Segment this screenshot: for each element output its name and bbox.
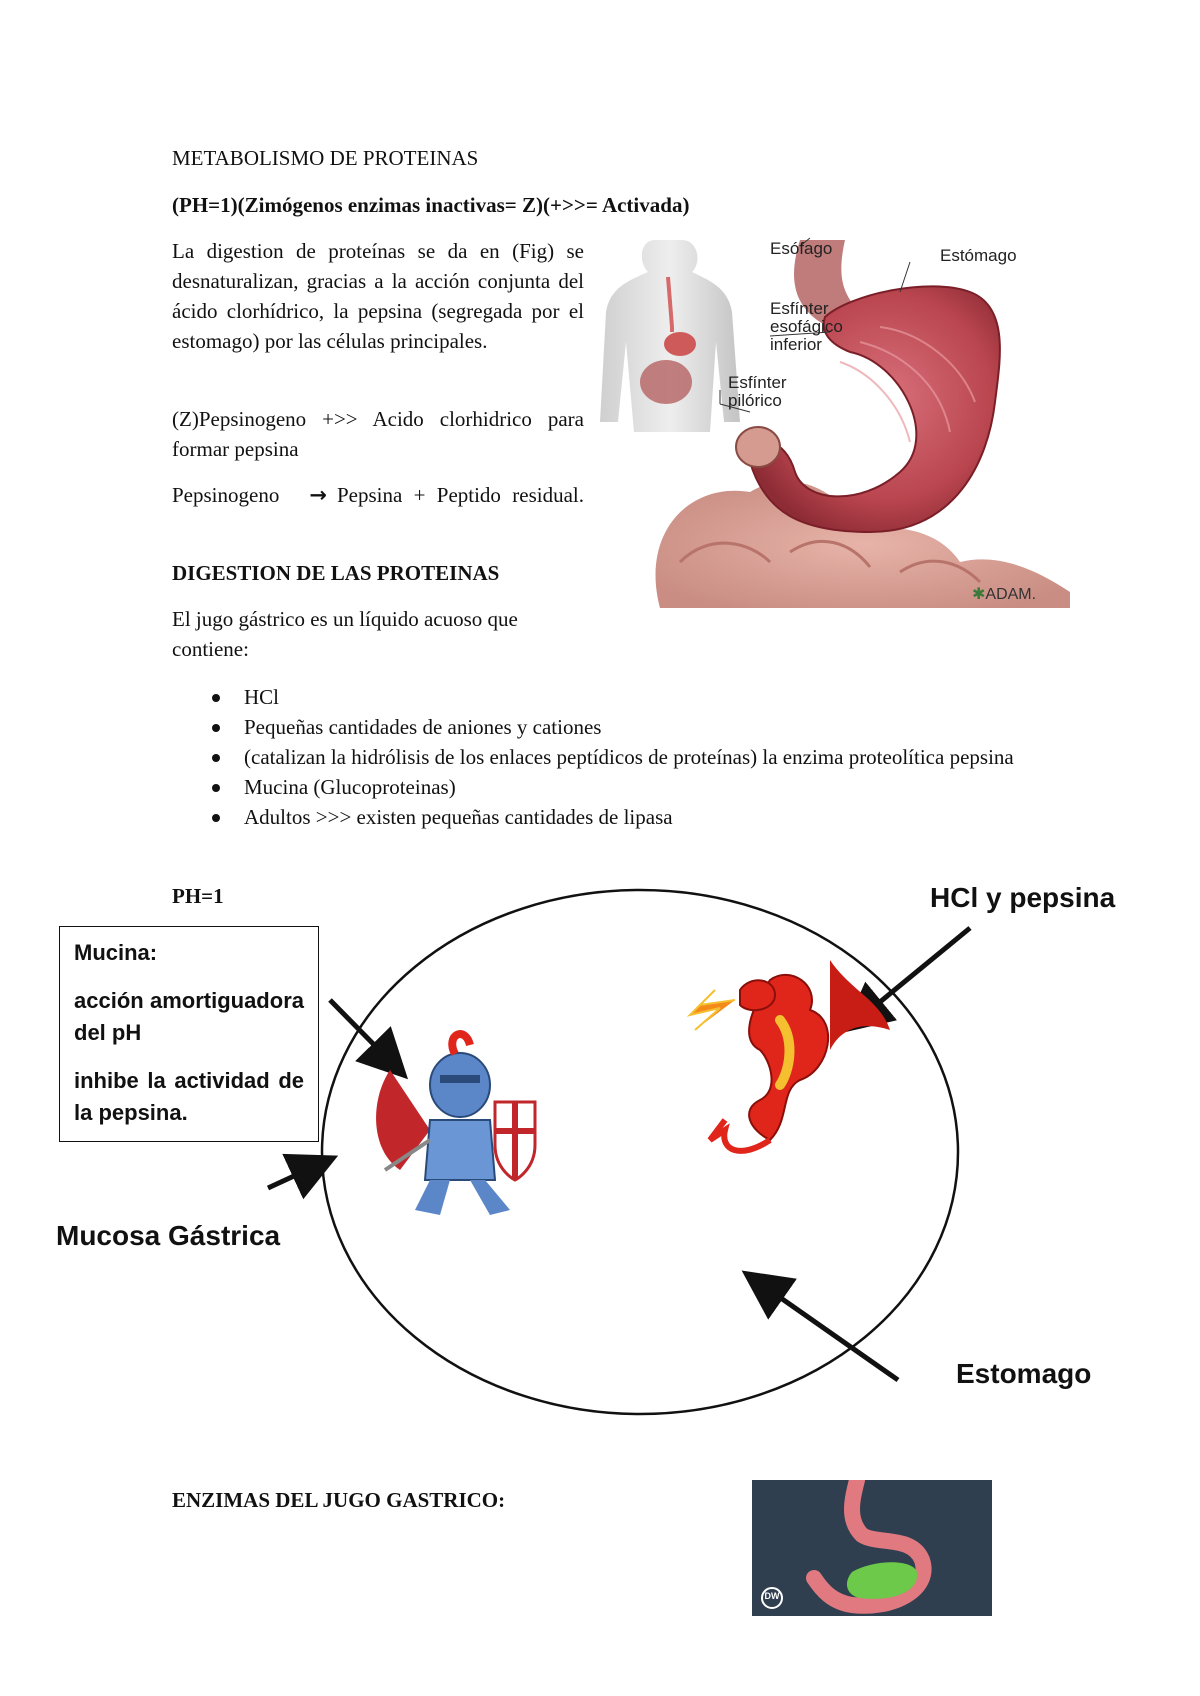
list-item: (catalizan la hidrólisis de los enlaces peptídicos de proteínas) la enzima proteolítica pepsina — [172, 742, 1034, 772]
page-title: METABOLISMO DE PROTEINAS — [172, 146, 479, 170]
mucina-callout — [59, 926, 319, 1142]
label-esfinter-inferior: Esfínter esofágico inferior — [770, 299, 843, 354]
jugo-paragraph: El jugo gástrico es un líquido acuoso que contiene: — [172, 607, 518, 661]
list-item: Mucina (Glucoproteinas) — [172, 772, 1034, 802]
section-heading-enzimas: ENZIMAS DEL JUGO GASTRICO: — [172, 1488, 506, 1512]
hcl-pepsina-label: HCl y pepsina — [930, 882, 1116, 913]
section-heading-digestion: DIGESTION DE LAS PROTEINAS — [172, 561, 500, 585]
subtitle-bold: Zimógenos enzimas inactivas — [244, 193, 505, 217]
callout-title: Mucina: — [74, 940, 158, 965]
arrow-estomago — [758, 1282, 898, 1380]
callout-line2: inhibe la actividad de la pepsina. — [74, 1068, 304, 1125]
list-item: HCl — [172, 682, 1034, 712]
label-estomago: Estómago — [940, 246, 1017, 265]
stomach-circle — [322, 890, 958, 1414]
arrow-callout — [330, 1000, 394, 1065]
estomago-label: Estomago — [956, 1358, 1092, 1389]
dw-logo: DW — [764, 1591, 780, 1601]
adam-star-icon: ✱ — [972, 586, 986, 603]
intro-paragraph: La digestion de proteínas se da en (Fig) se desnaturalizan, gracias a la acción conjunta del ácido clorhídrico, la pepsina (segregada por el estomago) por las células principales. — [172, 239, 584, 353]
ph-label: PH=1 — [172, 884, 224, 908]
reaction-arrow: → — [309, 483, 327, 507]
dragon-icon — [690, 960, 890, 1151]
dw-stomach-image — [752, 1480, 992, 1616]
pepsinogen-paragraph: (Z)Pepsinogeno +>> Acido clorhidrico para formar pepsina — [172, 407, 584, 461]
adam-brand: ADAM. — [985, 586, 1037, 603]
arrow-mucosa — [268, 1164, 320, 1188]
dw-stomach-svg — [752, 1480, 992, 1616]
subtitle-suffix: = Z)(+>>= Activada) — [504, 193, 690, 217]
subtitle-prefix: (PH=1)( — [172, 193, 245, 217]
callout-line1: acción amortiguadora del pH — [74, 988, 304, 1045]
label-esofago: Esófago — [770, 239, 833, 258]
label-esfinter-pilorico: Esfínter pilórico — [728, 373, 787, 410]
list-item: Pequeñas cantidades de aniones y cationes — [172, 712, 1034, 742]
list-item: Adultos >>> existen pequeñas cantidades de lipasa — [172, 802, 1034, 832]
reaction-products: Pepsina + Peptido residual. — [336, 483, 584, 507]
knight-icon — [376, 1034, 535, 1215]
mucosa-gastrica-label: Mucosa Gástrica — [56, 1220, 281, 1251]
reaction-reactant: Pepsinogeno — [172, 483, 280, 507]
